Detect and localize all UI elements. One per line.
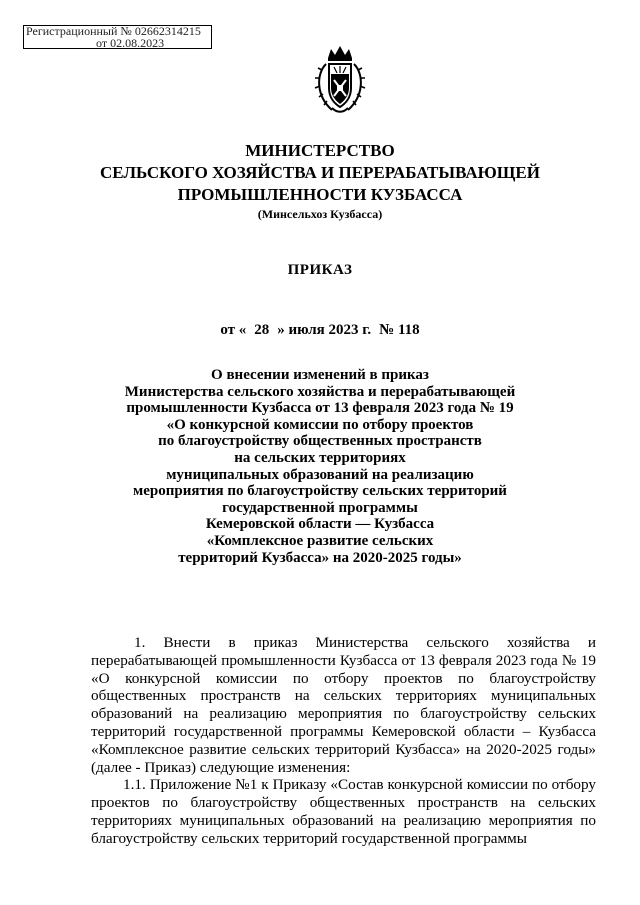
ministry-line: МИНИСТЕРСТВО: [245, 141, 395, 160]
order-body: [91, 634, 596, 848]
subject-line: по благоустройству общественных пространств: [158, 433, 482, 450]
subject-line: «Комплексное развитие сельских: [206, 532, 434, 549]
subject-line: Министерства сельского хозяйства и перерабатывающей: [124, 383, 516, 400]
subject-line: территорий Кузбасса» на 2020-2025 годы»: [178, 549, 462, 566]
order-month-year: » июля 2023 г.: [277, 322, 372, 338]
subject-line: «О конкурсной комиссии по отбору проектов: [166, 416, 474, 433]
registration-number: Регистрационный № 02662314215: [26, 24, 201, 38]
registration-stamp: [23, 25, 212, 49]
ministry-line: СЕЛЬСКОГО ХОЗЯЙСТВА И ПЕРЕРАБАТЫВАЮЩЕЙ: [99, 163, 540, 182]
registration-date: от 02.08.2023: [96, 35, 165, 50]
ministry-name: [0, 140, 640, 206]
subject-line: мероприятия по благоустройству сельских территорий: [133, 483, 507, 500]
body-paragraph: 1.1. Приложение №1 к Приказу «Состав конкурсной комиссии по отбору проектов по благоустройству общественных пространств на сельских территориях муниципальных образований на реализацию мероприятия по благоустройству сельских территорий государственной программы: [91, 776, 596, 847]
order-subject: [0, 367, 640, 566]
ministry-short-name: (Минсельхоз Кузбасса): [257, 207, 383, 221]
subject-line: на сельских территориях: [234, 449, 406, 466]
order-date-number: [0, 322, 640, 339]
order-day: 28: [254, 322, 270, 338]
subject-line: муниципальных образований на реализацию: [166, 466, 474, 483]
kuzbass-coat-of-arms-icon: [312, 44, 368, 116]
body-paragraph: 1. Внести в приказ Министерства сельского хозяйства и перерабатывающей промышленности Кузбасса от 13 февраля 2023 года № 19 «О конкурсной комиссии по отбору проектов по благоустройству общественных пространств на сельских территориях муниципальных образований на реализацию мероприятия по благоустройству сельских территорий государственной программы Кемеровской области – Кузбасса «Комплексное развитие сельских территорий Кузбасса» на 2020-2025 годы» (далее - Приказ) следующие изменения:: [91, 634, 596, 776]
order-date-prefix: от «: [220, 322, 247, 338]
ministry-line: ПРОМЫШЛЕННОСТИ КУЗБАССА: [177, 185, 463, 204]
order-title: ПРИКАЗ: [287, 262, 353, 278]
subject-line: О внесении изменений в приказ: [211, 367, 429, 383]
order-number: № 118: [379, 322, 420, 338]
subject-line: государственной программы: [222, 499, 418, 516]
subject-line: Кемеровской области — Кузбасса: [205, 516, 435, 533]
subject-line: промышленности Кузбасса от 13 февраля 2023 года № 19: [126, 400, 514, 417]
